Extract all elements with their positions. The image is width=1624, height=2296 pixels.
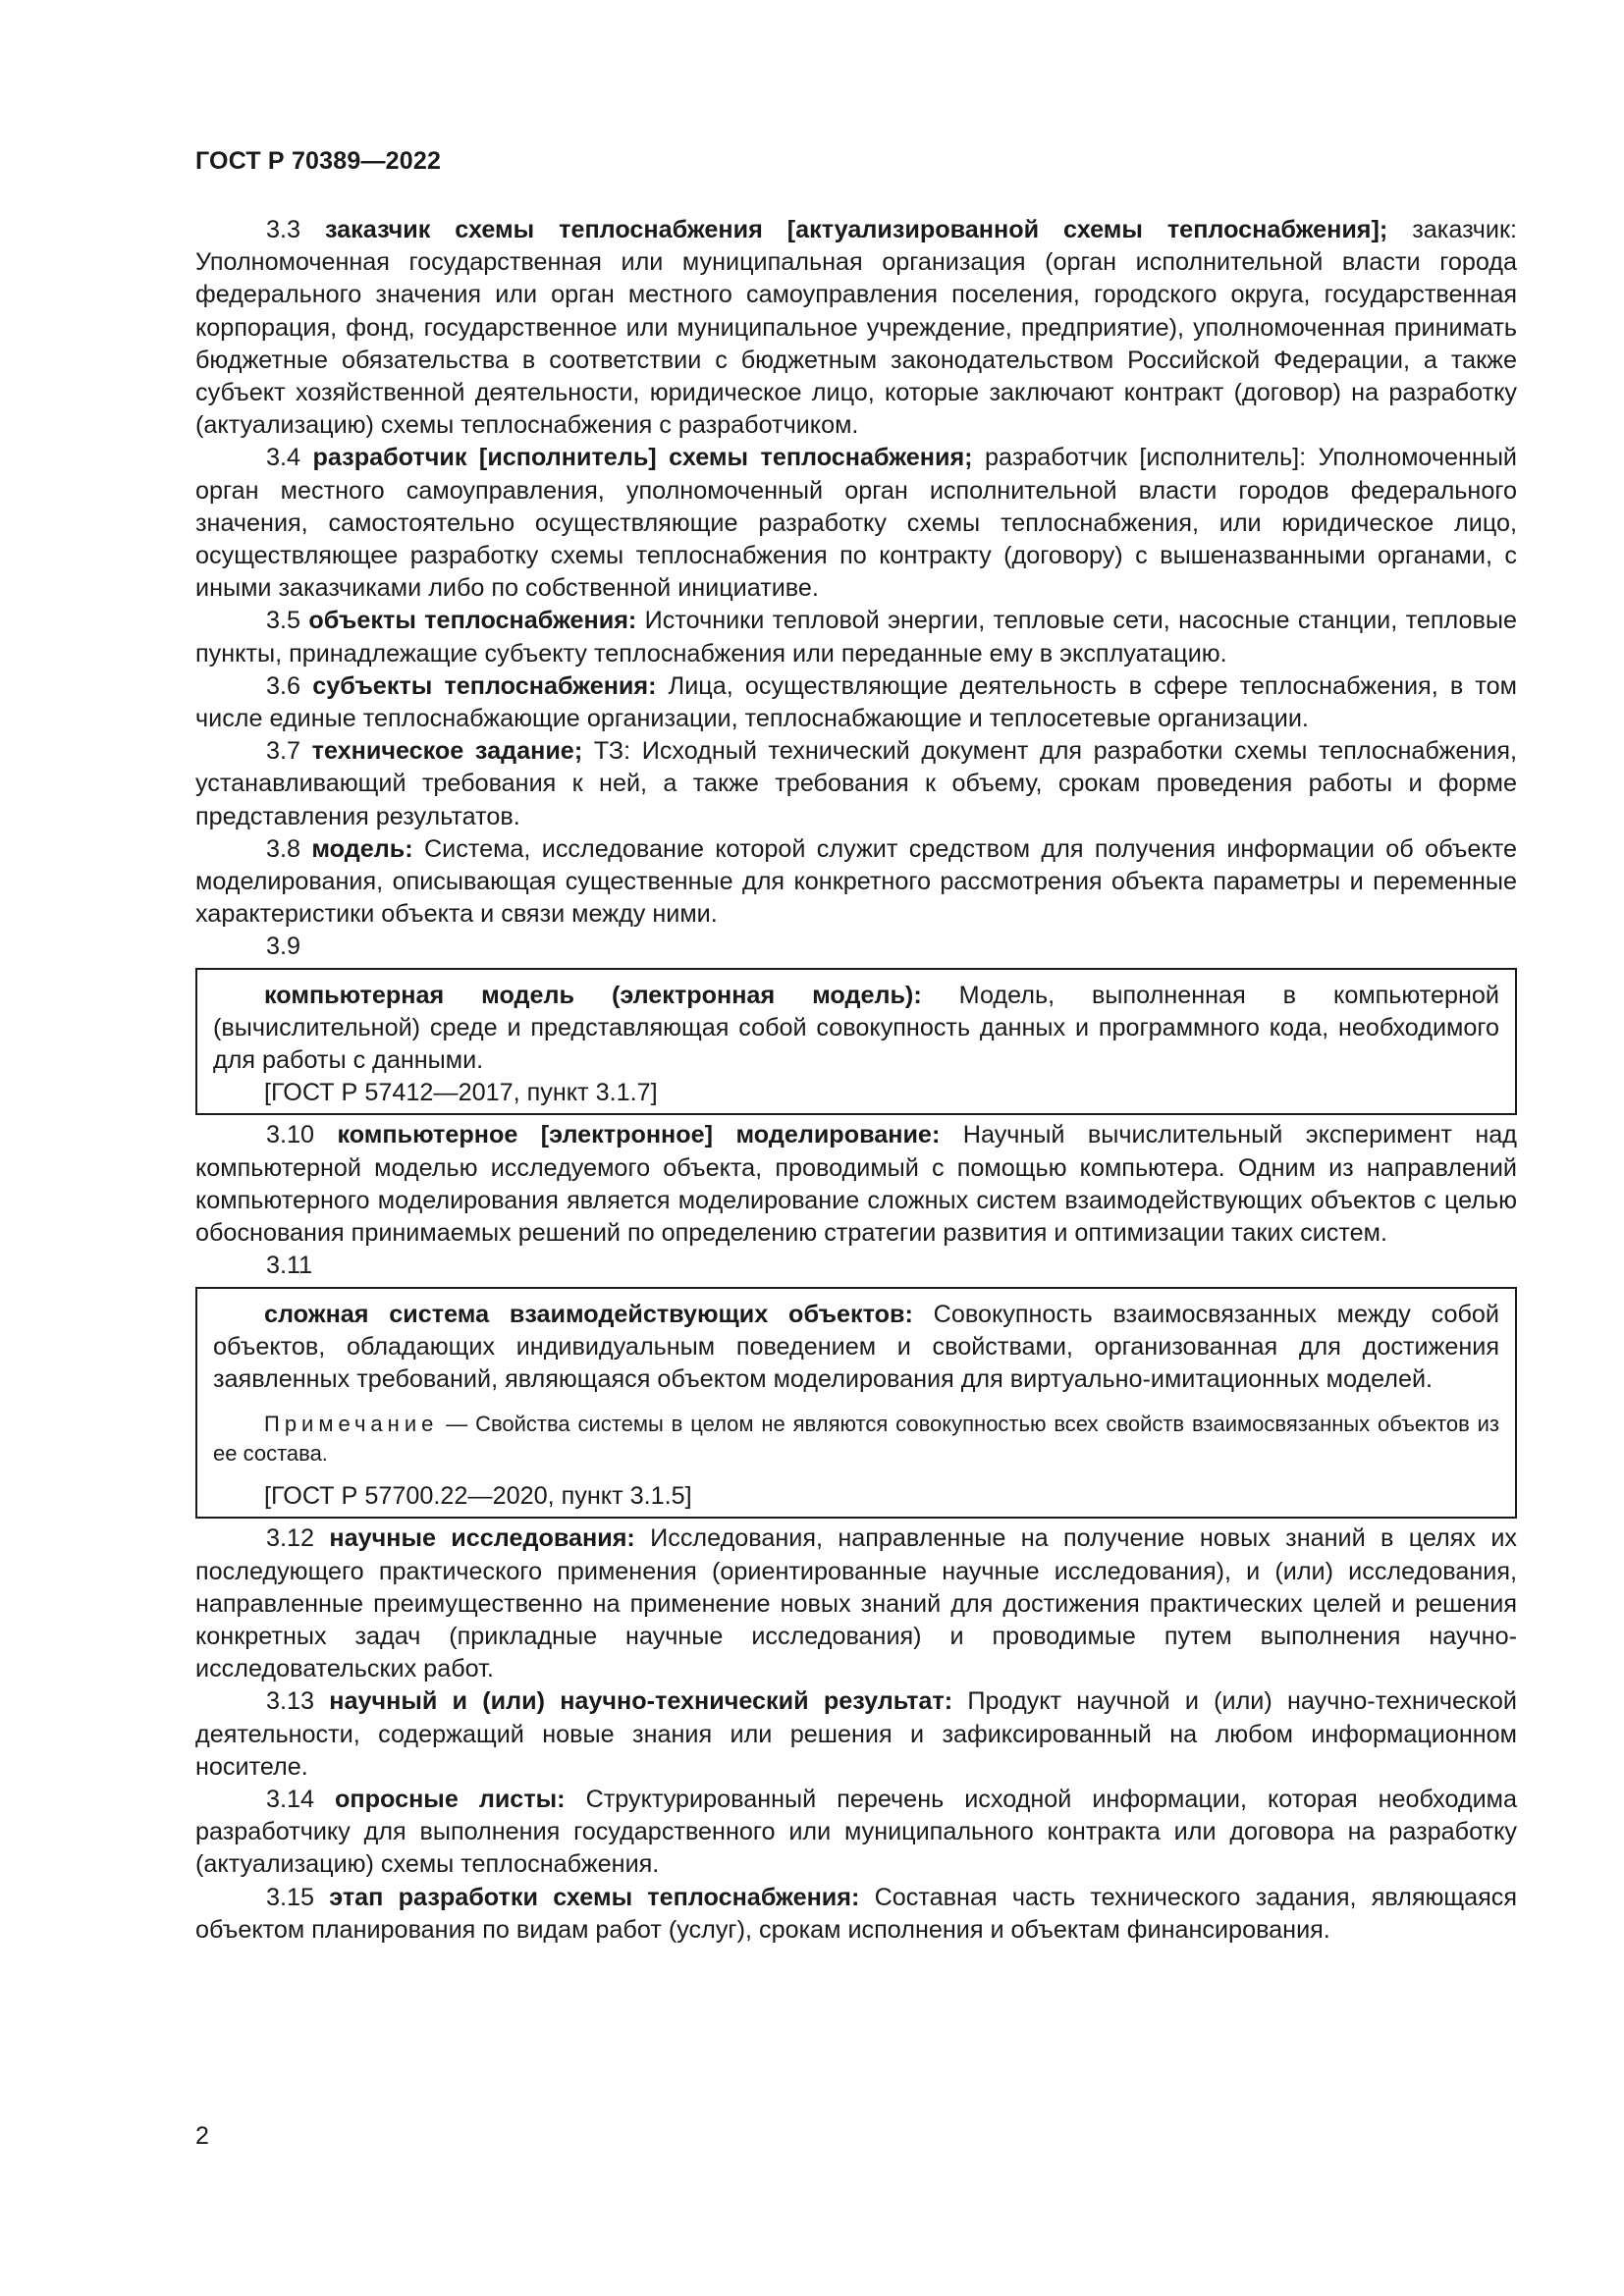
term-number: 3.13 xyxy=(266,1687,315,1716)
term-definition: ТЗ: Исходный технический документ для разработки схемы теплоснабжения, устанавливающий требования к ней, а также требования к объему, срокам проведения работы и форме представления результатов. xyxy=(195,737,1517,830)
quoted-term-box-3-9 xyxy=(195,968,1517,1116)
page-number: 2 xyxy=(195,2122,209,2150)
term-number: 3.8 xyxy=(266,834,301,863)
term-title: научные исследования: xyxy=(329,1524,635,1553)
term-entry-3-7 xyxy=(195,735,1517,833)
term-number-3-9: 3.9 xyxy=(266,933,301,961)
term-title: научный и (или) научно-технический результат: xyxy=(329,1687,953,1716)
term-entry-3-10 xyxy=(195,1119,1517,1250)
term-definition: Исследования, направленные на получение новых знаний в целях их последующего практического применения (ориентированные научные исследования), и (или) исследования, направленные преимущественно на применение новых знаний для достижения практических целей и решения конкретных задач (прикладные научные исследования) и проводимые путем выполнения научно-исследовательских работ. xyxy=(195,1524,1517,1683)
term-entry-3-9 xyxy=(213,980,1499,1078)
term-number: 3.7 xyxy=(266,737,301,766)
term-title: разработчик [исполнитель] схемы теплоснабжения; xyxy=(312,444,973,472)
term-number: 3.15 xyxy=(266,1883,315,1911)
note-label: Примечание xyxy=(264,1412,439,1437)
term-number: 3.6 xyxy=(266,671,301,700)
term-title: компьютерное [электронное] моделирование: xyxy=(337,1121,941,1149)
document-code-header: ГОСТ Р 70389—2022 xyxy=(195,147,442,175)
term-entry-3-8 xyxy=(195,833,1517,932)
term-title: опросные листы: xyxy=(335,1785,566,1813)
term-definition: Научный вычислительный эксперимент над компьютерной моделью исследуемого объекта, проводимый с помощью компьютера. Одним из направлений компьютерного моделирования является моделирование сложных систем взаимодействующих объектов с целью обоснования принимаемых решений по определению стратегии развития и оптимизации таких систем. xyxy=(195,1121,1518,1248)
quoted-term-box-3-11 xyxy=(195,1287,1517,1520)
term-definition: Составная часть технического задания, являющаяся объектом планирования по видам работ (услуг), срокам исполнения и объектам финансирования. xyxy=(195,1883,1517,1944)
term-definition: Продукт научной и (или) научно-технической деятельности, содержащий новые знания или решения и зафиксированный на любом информационном носителе. xyxy=(195,1687,1518,1781)
term-entry-3-3 xyxy=(195,214,1517,442)
term-definition: Модель, выполненная в компьютерной (вычислительной) среде и представляющая собой совокупность данных и программного кода, необходимого для работы с данными. xyxy=(213,981,1499,1075)
term-number: 3.10 xyxy=(266,1121,315,1149)
term-number: 3.3 xyxy=(266,216,301,243)
term-number: 3.14 xyxy=(266,1785,315,1813)
term-title: сложная система взаимодействующих объектов: xyxy=(264,1300,913,1328)
term-number: 3.4 xyxy=(266,444,301,472)
term-entry-3-12 xyxy=(195,1522,1517,1685)
terms-section xyxy=(195,214,1517,1947)
term-entry-3-14 xyxy=(195,1784,1517,1882)
term-definition: Система, исследование которой служит средством для получения информации об объекте моделирования, описывающая существенные для конкретного рассмотрения объекта параметры и переменные характеристики объекта и связи между ними. xyxy=(195,834,1517,929)
term-entry-3-5 xyxy=(195,605,1517,669)
term-definition: разработчик [исполнитель]: Уполномоченный орган местного самоуправления, уполномоченный орган исполнительной власти городов федерального значения, самостоятельно осуществляющие разработку схемы теплоснабжения, или юридическое лицо, осуществляющее разработку схемы теплоснабжения по контракту (договору) с вышеназванными органами, с иными заказчиками либо по собственной инициативе. xyxy=(195,444,1518,603)
term-definition: Лица, осуществляющие деятельность в сфере теплоснабжения, в том числе единые теплоснабжающие организации, теплоснабжающие и теплосетевые организации. xyxy=(195,671,1517,733)
term-number-3-11: 3.11 xyxy=(266,1252,313,1280)
term-number: 3.5 xyxy=(266,607,301,635)
term-entry-3-6 xyxy=(195,670,1517,735)
term-definition: Структурированный перечень исходной информации, которая необходима разработчику для выполнения государственного или муниципального контракта или договора на разработку (актуализацию) схемы теплоснабжения. xyxy=(195,1785,1517,1879)
term-definition: заказчик: Уполномоченная государственная или муниципальная организация (орган исполнительной власти города федерального значения или орган местного самоуправления поселения, городского округа, государственная корпорация, фонд, государственное или муниципальное учреждение, предприятие), уполномоченная принимать бюджетные обязательства в соответствии с бюджетным законодательством Российской Федерации, а также субъект хозяйственной деятельности, юридическое лицо, которые заключают контракт (договор) на разработку (актуализацию) схемы теплоснабжения с разработчиком. xyxy=(195,216,1517,440)
term-number: 3.12 xyxy=(266,1524,315,1553)
term-definition: Источники тепловой энергии, тепловые сети, насосные станции, тепловые пункты, принадлежащие субъекту теплоснабжения или переданные ему в эксплуатацию. xyxy=(195,607,1518,667)
term-entry-3-11 xyxy=(213,1299,1499,1397)
term-title: компьютерная модель (электронная модель): xyxy=(264,981,922,1009)
term-title: модель: xyxy=(311,834,413,863)
term-definition: Совокупность взаимосвязанных между собой объектов, обладающих индивидуальным поведением и свойствами, организованная для достижения заявленных требований, являющаяся объектом моделирования для виртуально-имитационных моделей. xyxy=(213,1300,1499,1393)
note-text: — Свойства системы в целом не являются совокупностью всех свойств взаимосвязанных объектов из ее состава. xyxy=(213,1412,1499,1467)
term-entry-3-15 xyxy=(195,1882,1517,1947)
term-entry-3-13 xyxy=(195,1685,1517,1784)
source-reference: [ГОСТ Р 57700.22—2020, пункт 3.1.5] xyxy=(264,1482,692,1511)
term-title: заказчик схемы теплоснабжения [актуализированной схемы теплоснабжения]; xyxy=(324,216,1388,243)
term-title: субъекты теплоснабжения: xyxy=(312,671,657,700)
term-title: объекты теплоснабжения: xyxy=(308,607,637,635)
term-title: техническое задание; xyxy=(311,737,583,766)
source-reference: [ГОСТ Р 57412—2017, пункт 3.1.7] xyxy=(264,1079,658,1107)
term-title: этап разработки схемы теплоснабжения: xyxy=(329,1883,860,1911)
term-entry-3-4 xyxy=(195,442,1517,605)
term-note xyxy=(213,1410,1499,1468)
